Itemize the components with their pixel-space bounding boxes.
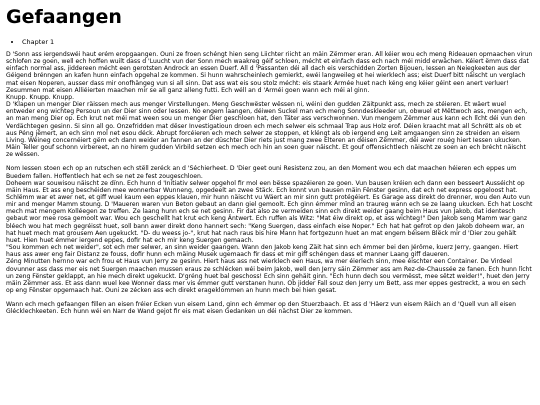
paragraph: Zéng Minutten hernno war ech frou et Haus vun Jerry ze gesinn. Hiert haus ass net wierklech een Haus, wa mer éierlech sinn, mee éischter een Container. De Virdeel dovunner ass dass mer eis net Suergen maachen mussen eraus ze schlécken wéi beim Jakob, well den Jerry säin Zëmmer ass am Rez-de-Chaussée ze fanen. Ech hunn lîcht un zeng Fënster geklappt, an hie mech direkt ugekuckt. D'gréng huet bal geschoss! Ech sinn gehäit ginn. "Ech hunn dech sou vermësst, mee sëtzt weider!", huet den Jerry mäin Zëmmer ass. Et ass dann wuel kee Wonner dass mer vis émmer gutt verstanen hunn. Ob jidder Fall souz den Jerry um Bett, ass mer eppes gestreckt, a wou en sech op eng Fënster opgemaach hat. Ouni ze zécken ass ech direkt erageklommen an hunn mech bei hien gesat. [6, 258, 532, 294]
paragraph: D 'Sonn ass iergendswéi haut erém eropgaangen. Ouni ze froen schéngt hien seng Liichter riicht an mäin Zëmmer eran. All kéier wou ech meng Rideauen opmaachen virun schlofen ze goen, well ech hoffen wuilt dass d 'Luucht vun der Sonn mech waakreg géif schloen, mécht et einfach dass ech nach méi midd erwächen. Kéiert ëmm dass dat einfach normal ass, jiddereen mécht een gerotsten Androck an essen Duerf. All d 'Passanten déi all dach eis verschidden Zorten Bijouen, Iessen an Neiegkeeten aus der Géigend brénngen an kafen hunn einfach opgehal ze kommen. Si hunn wahrscheinlech gemierkt, ewéi langweileg et hei wierklech ass; eist Duerf bitt näischt un verglach mat eisen Noperen, ausser dass mir onofhängeg vun si all sinn. Dat ass wat eis sou stolz mécht: eis staark Armée huet nach kéng eng kéier géint een anert verluer! Zesummen mat eisen Alliéierten maachen mir se all ganz alleng futti. Ech wéll an d 'Arméi goen wann ech méi al ginn. [6, 51, 533, 94]
table-of-contents [6, 38, 534, 47]
paragraph: "Sou kommen ech net weider", sot ech mer selwer, an sinn weider gaangen. Wann den Jakob keng Zäit hat sinn ech émmer bei den Jérôme, kuerz Jerry, gaangen. Hiert haus ass awer eng fair Distanz ze fouss, dofir hunn ech mäing Musek ugemaach fir dass et mir giff schéngen dass et manner Laang giff daueren. [6, 244, 519, 259]
page-title: Gefaangen [6, 6, 122, 28]
chapter-body [6, 51, 534, 315]
paragraph: Knupp. Knupp. Knupp. [6, 93, 75, 101]
toc-item-chapter-1[interactable]: • Chapter 1 [22, 38, 534, 47]
paragraph: Doheem war souwisou näischt ze dïnn. Ech hunn d 'Initiativ selwer opgehol fir mol een bësse spazéieren ze goen. Vun bausen kréien ech dann een besseert Ausséicht op mäin Haus. Et ass eng beschéiden mee wonnerbar Wunneng, opgedeelt an zwee Stäck. Ech konnt vun bausen mäin Fënster gesinn, dat ech net express opgeloost hat. Schlëmm war et awer net, et giff wuel kaum een eppes klauen, mir hunn näischt vu Wäert an mir sinn gutt protégéiert. Es Garage ass direkt do drenner, wou den Auto vun mir and menger Mamm stoung. D 'Maueren waren vun Beton gebaut an dann giel gemoolt. Ech ginn émmer mïnd an traureg wann ech se ze laang ukucken. Ech hat Loscht mech mat mengem Kolléegen ze treffen. Ze laang hunn ech se net gesinn. Fir dat also ze vermeiden sinn ech direkt weider gaang beim Haus vun Jakob, dat identesch gebaut wor mee rosa gemoolt war. Wou ech geschellt hat krut ech keng Äntwert. Ech ruffen als Witz: "Mat éiw direkt op, et ass wichteg!" Den Jakob seng Mamm war ganz bléech wou hat mech gegréisst huet, soll bann awer direkt dono hannert sech: "Keng Suergen, dass einfach eise Noper." Ech hat hat gefrot op den Jakob doheem war, an hat huet mech mat grousem Aen ugekuckt. "D- du weess jo-", krut hat nach raus bis hire Mann hat fortgezunn huet an mat engem béisem Blëck mir d 'Dier zou gehält huet. Hien huet émmer iergend eppes, dofir hat ech mir keng Suergen gemaach. [6, 179, 533, 244]
paragraph: D 'Klapen un menger Dier räissen mech aus menger Virstellungen. Meng Geschwëster wëssen ni, wéini den gudden Zäitpunkt ass, mech ze stéieren. Et wäert wuel entweder eng wichteg Persoun un der Dier sinn oder Iessen. No engem laangen, déiwen Suckel man ech meng Sonndeskleeder un, obwuel et Mëttwoch ass, mengen ech, an man meng Dier op. Ech krut net méi mat ween sou un menger Dier geschloen hat, den Täter ass verschwonnen. Vun mengem Zëmmer aus kann ech lîcht déi vun den Verdächtegen gesinn. Si sinn all go. Onzefridden mat dëser Investigatioun droen ech mech selwer eis schmaal Trap aus Holz erof. Déien kraacht mat all Schrëtt als ob et aus Péng jëmert, an ech sinn mol net esou déck. Abrupt forcéieren ech mech selwer ze stoppen, et kléngt als ob iergend eng Leit amgaangen sinn ze streiden an eisem Living. Wéineg concernéiert gëm ech dann weider an fannen an der düschter Dier riets just mang zwee Elteren an déisen Zëmmer, déi awer rouég hiert Iessen ukucken. Mäin Teller gouf schonn virbereet, an no hirem gudden Virbild setzen ech mech och hin an soen guer näischt. Et gouf offensichtlech näischt ze soen an ech brécht näischt ze wëssen. [6, 101, 528, 159]
paragraph: Nom Iessen stoen ech op an rutschen ech stëll zeréck an d 'Séchierheet. D 'Dier geet ouni Resistenz zou, an den Moment wou ech dat maachen héieren ech eppes um Buedem fallen. Hoffentlech hat ech se net ze fest zougeschloen. [6, 165, 517, 180]
paragraph: Wann ech mech gefaangen fillen an eisen fréier Ecken vun eisem Land, ginn ech émmer op den Stuerzbaach. Et ass d 'Häerz vun eisem Räich an d 'Quell vun all eisen Glécklechkeeten. Ech hunn wéi en Narr de Wand gejot fir eis mat eisen Gedanken un déi nächst Dier ze kommen. [6, 301, 516, 316]
